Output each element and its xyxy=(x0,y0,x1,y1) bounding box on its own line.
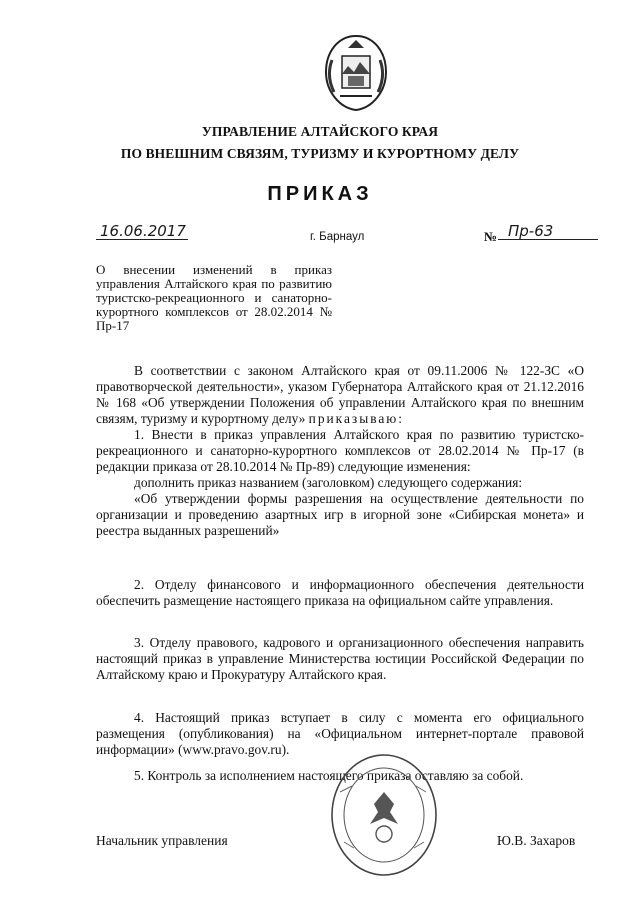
signatory-name: Ю.В. Захаров xyxy=(497,833,576,848)
order-body xyxy=(96,363,584,539)
order-number: Пр-63 xyxy=(508,222,554,240)
org-name-line2: ПО ВНЕШНИМ СВЯЗЯМ, ТУРИЗМУ И КУРОРТНОМУ ДЕЛУ xyxy=(120,146,520,161)
org-name-line1: УПРАВЛЕНИЕ АЛТАЙСКОГО КРАЯ xyxy=(201,124,439,139)
item-1-quote: «Об утверждении формы разрешения на осуществление деятельности по организации и проведению азартных игр в игорной зоне «Сибирская монета» и реестра выданных разрешений» xyxy=(96,491,584,538)
order-word: приказываю: xyxy=(308,411,405,426)
item-2: 2. Отделу финансового и информационного обеспечения деятельности обеспечить размещение настоящего приказа на официальном сайте управления. xyxy=(96,577,584,608)
item-1-sub: дополнить приказ названием (заголовком) следующего содержания: xyxy=(134,475,523,490)
preamble-paragraph xyxy=(96,363,584,427)
item-3: 3. Отделу правового, кадрового и организационного обеспечения направить настоящий приказ в управление Министерства юстиции Российской Федерации по Алтайскому краю и Прокуратуру Алтайского края. xyxy=(96,635,584,682)
document-type-title: ПРИКАЗ xyxy=(267,183,373,205)
item-4: 4. Настоящий приказ вступает в силу с момента его официального размещения (опубликования) на «Официальном интернет-портале правовой информации» (www.pravo.gov.ru). xyxy=(96,710,584,757)
signatory-position: Начальник управления xyxy=(96,833,228,848)
number-label: № xyxy=(484,229,498,244)
order-subject: О внесении изменений в приказ управления Алтайского края по развитию туристско-рекреационного и санаторно-курортного комплексов от 28.02.2014 № Пр-17 xyxy=(96,262,332,333)
preamble-text: В соответствии с законом Алтайского края от 09.11.2006 № 122-ЗС «О правотворческой деятельности», указом Губернатора Алтайского края от 21.12.2016 № 168 «Об утверждении Положения об управлении Алтайского края по внешним связям, туризму и курортному делу» xyxy=(96,363,584,426)
order-date: 16.06.2017 xyxy=(100,222,186,240)
item-5: 5. Контроль за исполнением настоящего приказа оставляю за собой. xyxy=(134,768,524,783)
item-1: 1. Внести в приказ управления Алтайского края по развитию туристско-рекреационного и санаторно-курортного комплексов от 28.02.2014 № Пр-17 (в редакции приказа от 28.10.2014 № Пр-89) следующие изменения: xyxy=(96,427,584,474)
official-seal-stamp-icon xyxy=(330,752,438,878)
city: г. Барнаул xyxy=(310,231,365,243)
coat-of-arms-emblem-icon xyxy=(318,30,394,114)
